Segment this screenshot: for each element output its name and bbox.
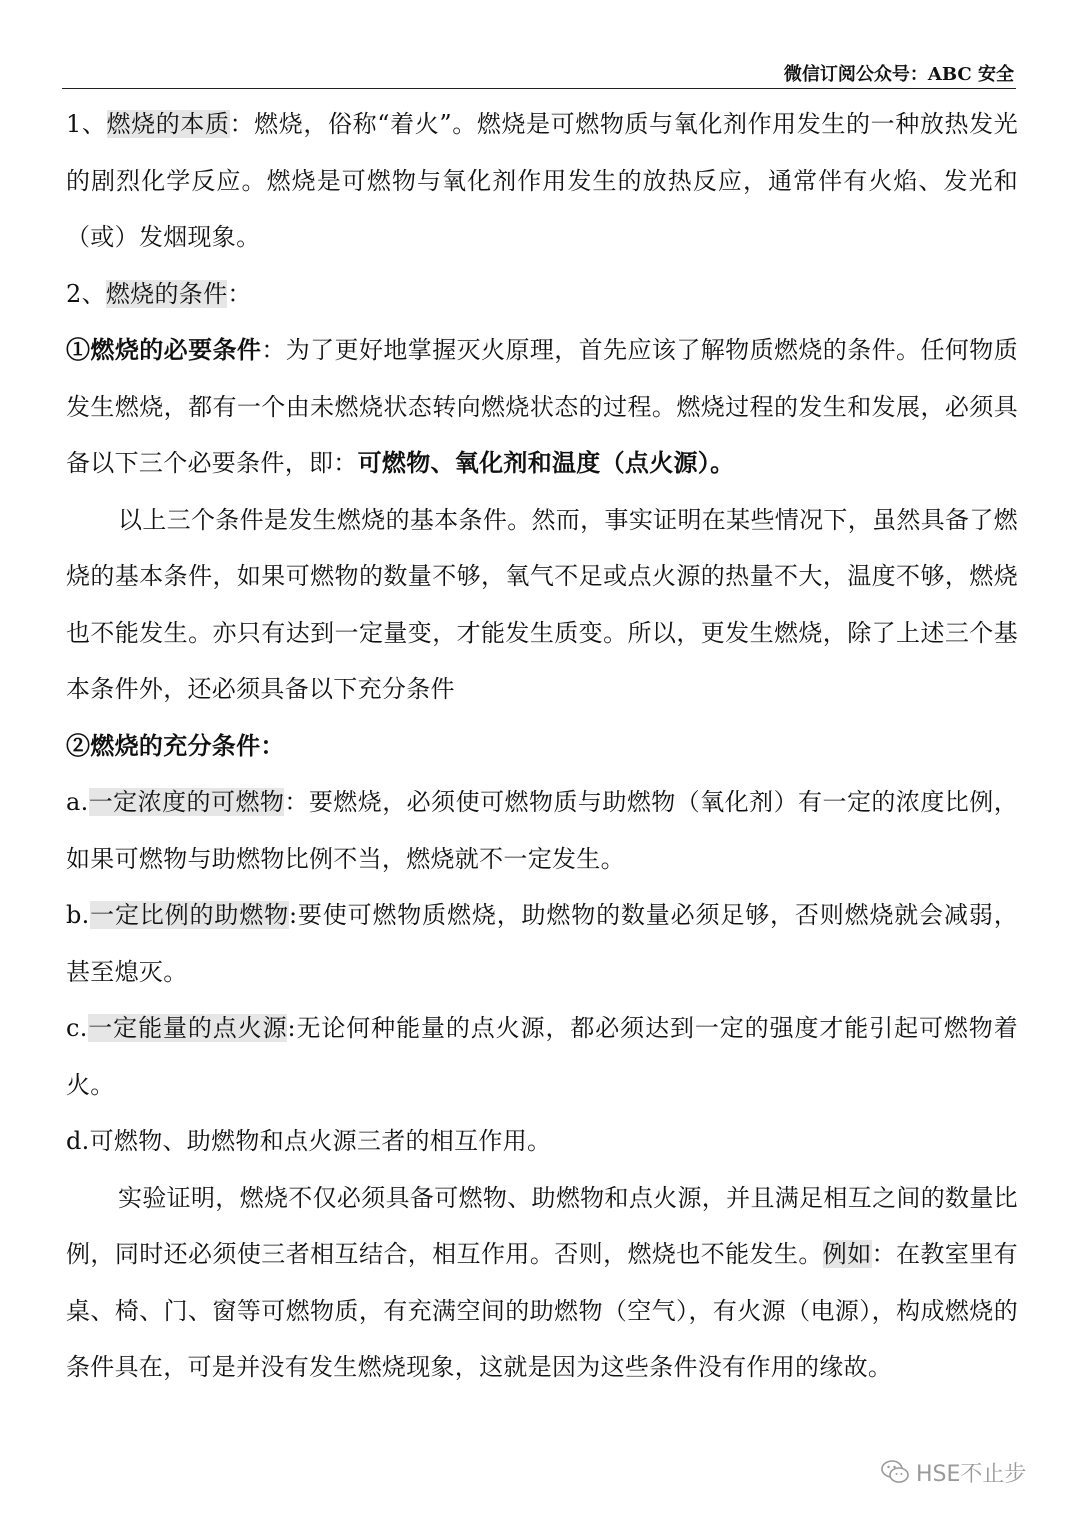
section-2-number: 2、 bbox=[66, 279, 106, 308]
header-rule bbox=[62, 88, 1016, 89]
watermark-text: HSE不止步 bbox=[916, 1461, 1027, 1487]
necessary-conditions-list: 可燃物、氧化剂和温度（点火源）。 bbox=[357, 448, 735, 477]
condition-c-text: :无论何种能量的点火源，都必须达到一定的强度才能引起可燃物着火。 bbox=[66, 1014, 1018, 1099]
condition-a-prefix: a. bbox=[66, 788, 89, 816]
section-2-text: ： bbox=[227, 279, 252, 308]
condition-d: d.可燃物、助燃物和点火源三者的相互作用。 bbox=[66, 1127, 552, 1155]
basic-conditions-paragraph: 以上三个条件是发生燃烧的基本条件。然而，事实证明在某些情况下，虽然具备了燃烧的基本条件，如果可燃物的数量不够，氧气不足或点火源的热量不大，温度不够，燃烧也不能发生。亦只有达到一定量变，才能发生质变。所以，更发生燃烧，除了上述三个基本条件外，还必须具备以下充分条件 bbox=[66, 505, 1018, 703]
section-2-term: 燃烧的条件 bbox=[105, 279, 228, 308]
necessary-conditions-title: ①燃烧的必要条件 bbox=[66, 335, 262, 364]
document-body bbox=[66, 96, 1018, 1396]
experiment-paragraph bbox=[66, 1170, 1018, 1396]
section-1-number: 1、 bbox=[66, 110, 107, 138]
section-1-text: ：燃烧，俗称“着火”。燃烧是可燃物质与氧化剂作用发生的一种放热发光的剧烈化学反应。燃烧是可燃物与氧化剂作用发生的放热反应，通常伴有火焰、发光和（或）发烟现象。 bbox=[66, 110, 1018, 251]
sufficient-conditions-title: ②燃烧的充分条件： bbox=[66, 730, 285, 760]
section-2 bbox=[66, 266, 1018, 323]
section-1-term: 燃烧的本质 bbox=[106, 110, 230, 138]
experiment-text-1: 实验证明，燃烧不仅必须具备可燃物、助燃物和点火源，并且满足相互之间的数量比例，同时还必须使三者相互结合，相互作用。否则，燃烧也不能发生。 bbox=[66, 1183, 1018, 1268]
necessary-conditions-text: ：为了更好地掌握灭火原理，首先应该了解物质燃烧的条件。任何物质发生燃烧，都有一个由未燃烧状态转向燃烧状态的过程。燃烧过程的发生和发展，必须具备以下三个必要条件，即： bbox=[66, 336, 1018, 477]
condition-b bbox=[66, 887, 1018, 1000]
condition-b-text: :要使可燃物质燃烧，助燃物的数量必须足够，否则燃烧就会减弱，甚至熄灭。 bbox=[66, 901, 1018, 986]
condition-a-term: 一定浓度的可燃物 bbox=[88, 788, 285, 816]
page-header: 微信订阅公众号：ABC 安全 bbox=[783, 64, 1014, 85]
condition-a bbox=[66, 774, 1018, 887]
watermark bbox=[880, 1452, 1060, 1492]
condition-c-term: 一定能量的点火源 bbox=[87, 1014, 288, 1042]
experiment-text-2: ：在教室里有桌、椅、门、窗等可燃物质，有充满空间的助燃物（空气），有火源（电源），构成燃烧的条件具在，可是并没有发生燃烧现象，这就是因为这些条件没有作用的缘故。 bbox=[66, 1240, 1018, 1381]
condition-c bbox=[66, 1000, 1018, 1113]
condition-b-prefix: b. bbox=[66, 901, 90, 929]
wechat-icon bbox=[880, 1458, 910, 1486]
example-term: 例如 bbox=[822, 1240, 872, 1268]
condition-a-text: ：要燃烧，必须使可燃物质与助燃物（氧化剂）有一定的浓度比例，如果可燃物与助燃物比例不当，燃烧就不一定发生。 bbox=[66, 788, 1019, 873]
condition-c-prefix: c. bbox=[66, 1014, 88, 1042]
condition-b-term: 一定比例的助燃物 bbox=[89, 901, 289, 929]
section-1 bbox=[66, 96, 1018, 266]
necessary-conditions bbox=[66, 322, 1018, 492]
